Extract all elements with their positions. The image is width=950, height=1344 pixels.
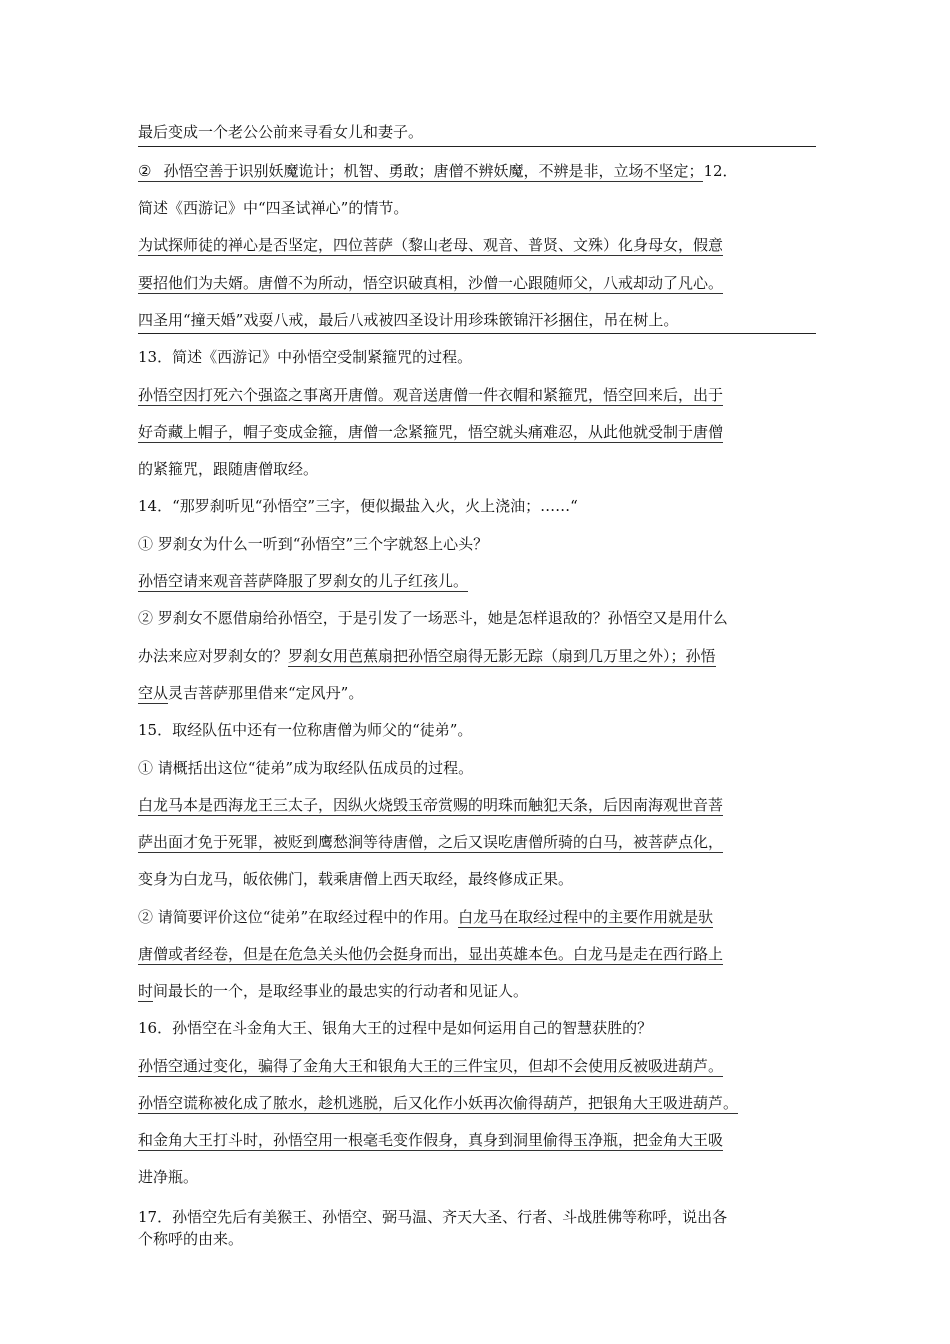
question-text: 16．孙悟空在斗金角大王、银角大王的过程中是如何运用自己的智慧获胜的？ [138,1019,653,1037]
sub-question-text: 办法来应对罗刹女的？ [138,647,289,665]
sub-question-line [138,757,473,779]
answer-line [138,458,318,480]
sub-question-text: ② 罗刹女不愿借扇给孙悟空，于是引发了一场恶斗，她是怎样退敌的？孙悟空又是用什么 [138,609,728,627]
answer-line [138,309,678,331]
question-line [138,346,472,368]
answer-text: 进净瓶。 [138,1168,199,1186]
sub-question-text: ② 请简要评价这位“徒弟”在取经过程中的作用。 [138,908,459,926]
question-line [138,719,472,741]
answer-text: 要招他们为夫婿。唐僧不为所动，悟空识破真相，沙僧一心跟随师父，八戒却动了凡心。 [138,274,724,292]
answer-text: 白龙马本是西海龙王三太子，因纵火烧毁玉帝赏赐的明珠而触犯天条，后因南海观世音菩 [138,796,724,814]
answer-line [138,160,738,182]
question-line [138,1017,652,1039]
question-line [138,495,578,517]
answer-line [138,570,468,592]
answer-text: 为试探师徒的禅心是否坚定，四位菩萨（黎山老母、观音、普贤、文殊）化身母女，假意 [138,236,724,254]
answer-text: 唐僧或者经卷，但是在危急关头他仍会挺身而出，显出英雄本色。白龙马是走在西行路上 [138,945,724,963]
answer-line [138,831,723,853]
question-text: 13．简述《西游记》中孙悟空受制紧箍咒的过程。 [138,348,473,366]
question-text: 17．孙悟空先后有美猴王、孙悟空、弼马温、齐天大圣、行者、斗战胜佛等称呼，说出各 [138,1208,728,1226]
answer-line [138,234,723,256]
answer-line [138,943,723,965]
answer-line [138,1166,198,1188]
question-line [138,1228,243,1250]
answer-text: 孙悟空通过变化，骗得了金角大王和银角大王的三件宝贝，但却不会使用反被吸进葫芦。 [138,1057,724,1075]
question-text: 简述《西游记》中“四圣试禅心”的情节。 [138,199,409,217]
question-line [138,197,408,219]
answer-text: 间最长的一个，是取经事业的最忠实的行动者和见证人。 [153,982,529,1000]
answer-text: 孙悟空请来观音菩萨降服了罗刹女的儿子红孩儿。 [138,572,469,590]
answer-line [138,272,723,294]
answer-line [138,384,723,406]
answer-text: 四圣用“撞天婚”戏耍八戒，最后八戒被四圣设计用珍珠篏锦汗衫捆住，吊在树上。 [138,311,679,329]
mixed-line [138,645,716,667]
answer-text: 和金角大王打斗时，孙悟空用一根毫毛变作假身，真身到洞里偷得玉净瓶，把金角大王吸 [138,1131,724,1149]
mixed-line [138,682,363,704]
answer-text: 的紧箍咒，跟随唐僧取经。 [138,460,319,478]
sub-question-line [138,607,728,629]
answer-text: 孙悟空谎称被化成了脓水，趁机逃脱，后又化作小妖再次偷得葫芦，把银角大王吸进葫芦。 [138,1094,739,1112]
answer-text: 最后变成一个老公公前来寻看女儿和妻子。 [138,123,424,141]
mixed-line [138,906,713,928]
answer-text: 变身为白龙马，皈依佛门，载乘唐僧上西天取经，最终修成正果。 [138,870,574,888]
answer-rule [138,333,816,334]
answer-line [138,121,423,143]
answer-rule [138,146,816,147]
answer-text: 空从 [138,684,169,702]
question-text: 15．取经队伍中还有一位称唐僧为师父的“徒弟”。 [138,721,473,739]
answer-marker: ② 孙悟空善于识别妖魔诡计；机智、勇敢；唐僧不辨妖魔，不辨是非，立场不坚定； [138,162,704,180]
answer-text: 时 [138,982,154,1000]
question-text: 14．“那罗刹听见“孙悟空”三字，便似撮盐入火，火上浇油；……“ [138,497,578,515]
answer-line [138,868,573,890]
answer-text: 白龙马在取经过程中的主要作用就是驮 [458,908,714,926]
sub-question-line [138,533,488,555]
answer-line [138,421,723,443]
sub-question-text: ① 罗刹女为什么一听到“孙悟空”三个字就怒上心头？ [138,535,489,553]
answer-text: 萨出面才免于死罪，被贬到鹰愁涧等待唐僧，之后又误吃唐僧所骑的白马，被菩萨点化， [138,833,724,851]
answer-text: 罗刹女用芭蕉扇把孙悟空扇得无影无踪（扇到几万里之外）；孙悟 [288,647,716,665]
question-number: 12． [703,162,738,180]
answer-text: 灵吉菩萨那里借来“定风丹”。 [168,684,364,702]
answer-line [138,794,723,816]
answer-line [138,1055,723,1077]
sub-question-text: ① 请概括出这位“徒弟”成为取经队伍成员的过程。 [138,759,474,777]
question-line [138,1206,727,1228]
mixed-line [138,980,528,1002]
answer-line [138,1092,738,1114]
answer-text: 好奇藏上帽子，帽子变成金箍，唐僧一念紧箍咒，悟空就头痛难忍，从此他就受制于唐僧 [138,423,724,441]
question-text: 个称呼的由来。 [138,1230,244,1248]
answer-line [138,1129,723,1151]
answer-text: 孙悟空因打死六个强盗之事离开唐僧。观音送唐僧一件衣帽和紧箍咒，悟空回来后，出于 [138,386,724,404]
